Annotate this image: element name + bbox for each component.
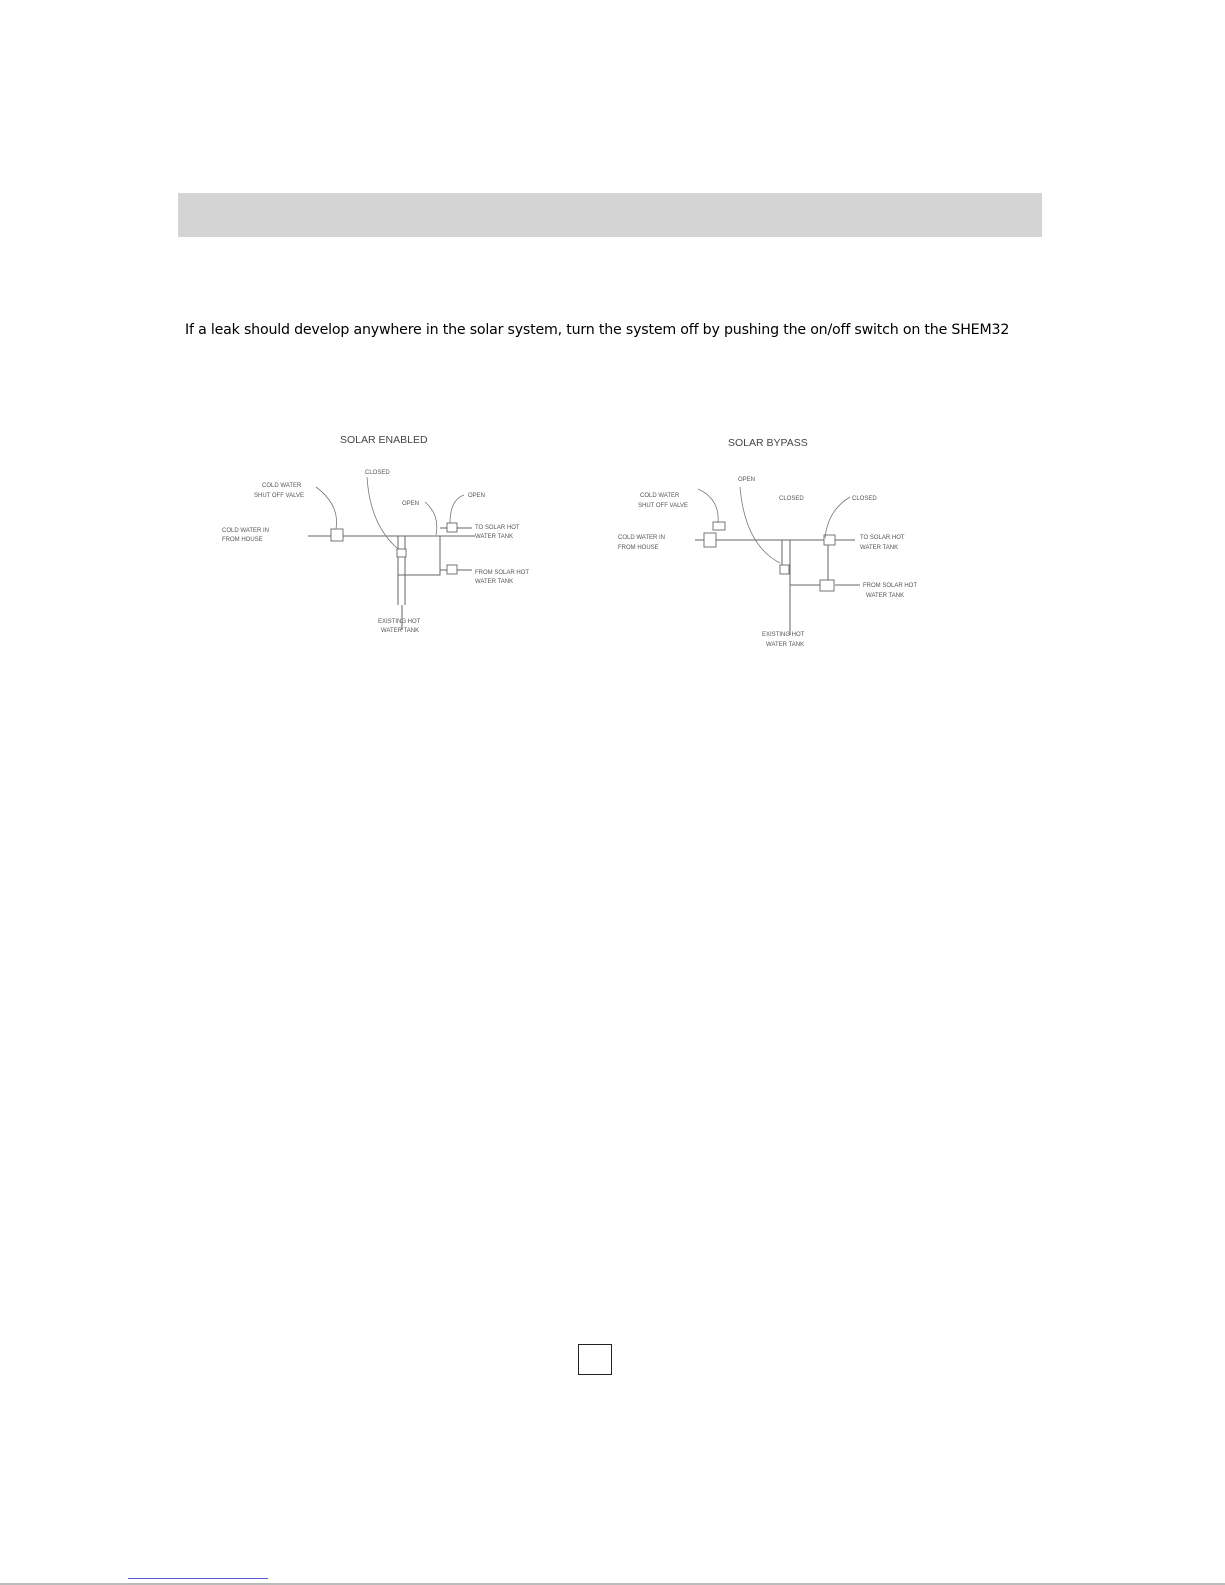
label-from-tank-1: FROM SOLAR HOT <box>475 570 530 576</box>
bypass-valve <box>397 549 406 557</box>
label-to-tank-1: TO SOLAR HOT <box>860 535 905 541</box>
arrow-cold-valve <box>698 489 718 523</box>
return-pipe <box>790 543 828 585</box>
label-to-tank-2: WATER TANK <box>860 545 899 551</box>
arrow-cold-valve <box>316 487 337 529</box>
arrow-open <box>425 502 437 535</box>
label-existing-2: WATER TANK <box>766 642 805 648</box>
leak-instruction-text: If a leak should develop anywhere in the solar system, turn the system off by pushing the on/off switch on the SHEM32 <box>185 322 1010 338</box>
arrow-closed-2 <box>825 497 850 538</box>
from-tank-valve <box>447 565 457 574</box>
bypass-valve <box>780 565 789 574</box>
label-closed-2: CLOSED <box>852 496 877 502</box>
to-tank-valve <box>447 523 457 532</box>
label-cold-in-1: COLD WATER IN <box>222 528 270 534</box>
to-tank-valve <box>824 535 835 545</box>
label-cold-valve-1: COLD WATER <box>262 483 302 489</box>
cold-shutoff-valve <box>704 533 716 547</box>
label-from-tank-2: WATER TANK <box>866 593 905 599</box>
label-open: OPEN <box>402 501 420 507</box>
label-closed: CLOSED <box>779 496 804 502</box>
label-existing-2: WATER TANK <box>381 628 420 634</box>
label-open-2: OPEN <box>468 493 486 499</box>
diagram-title: SOLAR ENABLED <box>340 434 428 446</box>
solar-enabled-diagram <box>222 425 570 655</box>
label-cold-valve-2: SHUT OFF VALVE <box>254 493 305 499</box>
arrow-closed <box>367 477 398 549</box>
cold-shutoff-valve <box>331 529 343 541</box>
label-from-tank-1: FROM SOLAR HOT <box>863 583 918 589</box>
label-cold-valve-1: COLD WATER <box>640 493 680 499</box>
label-from-tank-2: WATER TANK <box>475 579 514 585</box>
section-header-bar <box>178 193 1042 237</box>
label-open: OPEN <box>738 477 756 483</box>
diagram-title: SOLAR BYPASS <box>728 437 808 449</box>
label-cold-in-1: COLD WATER IN <box>618 535 666 541</box>
page-number-box <box>578 1344 612 1375</box>
label-closed: CLOSED <box>365 470 390 476</box>
label-cold-in-2: FROM HOUSE <box>618 545 659 551</box>
label-to-tank-2: WATER TANK <box>475 534 514 540</box>
from-tank-valve <box>820 580 834 591</box>
arrow-open-2 <box>450 495 464 523</box>
footer-link-underline <box>128 1578 268 1579</box>
label-existing-1: EXISTING HOT <box>378 619 421 625</box>
label-to-tank-1: TO SOLAR HOT <box>475 525 520 531</box>
label-existing-1: EXISTING HOT <box>762 632 805 638</box>
cold-shutoff-handle <box>713 522 725 530</box>
label-cold-valve-2: SHUT OFF VALVE <box>638 503 689 509</box>
label-cold-in-2: FROM HOUSE <box>222 537 263 543</box>
arrow-open <box>740 487 780 563</box>
solar-bypass-diagram <box>620 425 930 665</box>
